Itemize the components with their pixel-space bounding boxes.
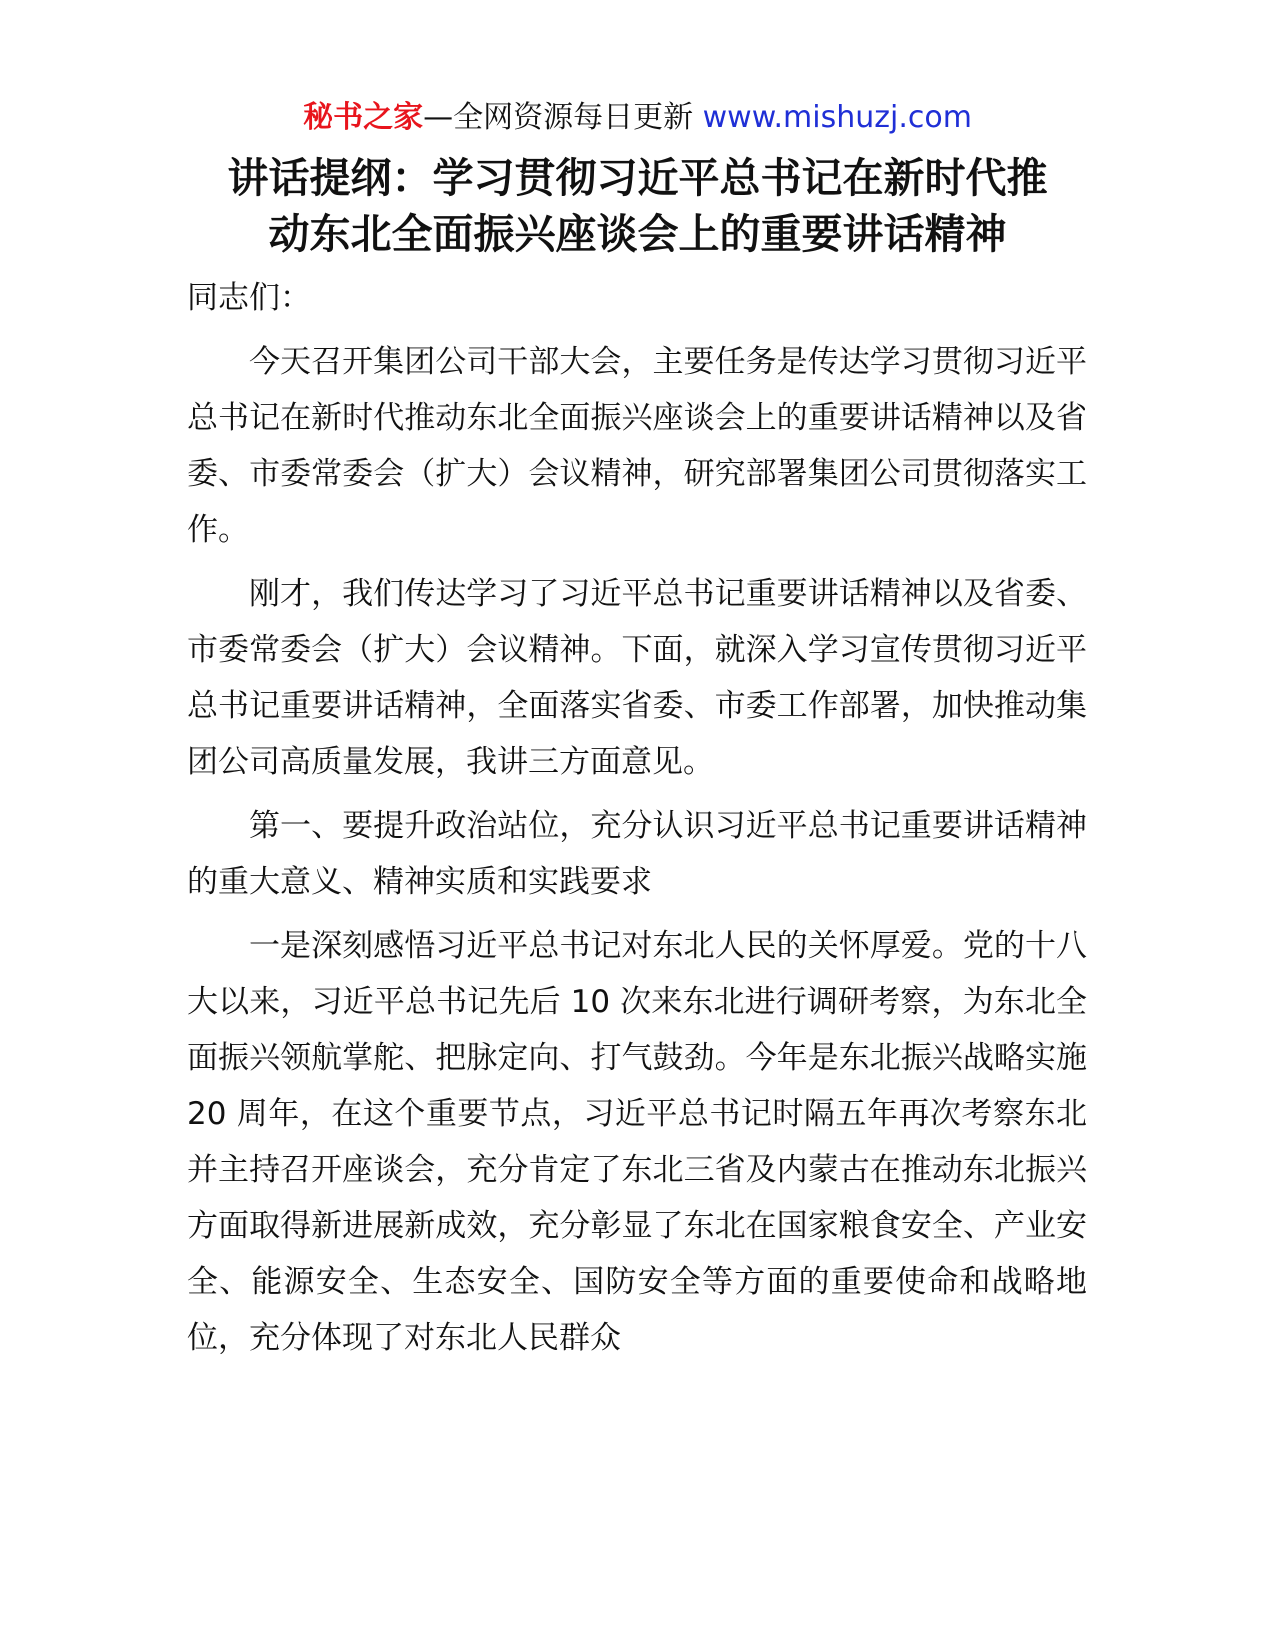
paragraph-3: 一是深刻感悟习近平总书记对东北人民的关怀厚爱。党的十八大以来，习近平总书记先后 10 次来东北进行调研考察，为东北全面振兴领航掌舵、把脉定向、打气鼓劲。今年是东北振兴战略实施 20 周年，在这个重要节点，习近平总书记时隔五年再次考察东北并主持召开座谈会，充分肯定了东北三省及内蒙古在推动东北振兴方面取得新进展新成效，充分彰显了东北在国家粮食安全、产业安全、能源安全、生态安全、国防安全等方面的重要使命和战略地位，充分体现了对东北人民群众 bbox=[187, 928, 1087, 1356]
title-line-1: 讲话提纲：学习贯彻习近平总书记在新时代推 bbox=[227, 154, 1048, 202]
title-line-2: 动东北全面振兴座谈会上的重要讲话精神 bbox=[268, 210, 1007, 258]
paragraph-2: 刚才，我们传达学习了习近平总书记重要讲话精神以及省委、市委常委会（扩大）会议精神。下面，就深入学习宣传贯彻习近平总书记重要讲话精神，全面落实省委、市委工作部署，加快推动集团公司高质量发展，我讲三方面意见。 bbox=[187, 576, 1087, 780]
site-header bbox=[0, 98, 1275, 138]
document-body bbox=[187, 270, 1087, 1374]
salutation: 同志们： bbox=[187, 280, 311, 316]
site-url-link[interactable]: www.mishuzj.com bbox=[702, 100, 972, 135]
section-heading-1: 第一、要提升政治站位，充分认识习近平总书记重要讲话精神的重大意义、精神实质和实践要求 bbox=[187, 808, 1087, 900]
document-title bbox=[150, 150, 1125, 262]
brand-name: 秘书之家 bbox=[303, 100, 424, 135]
paragraph-1: 今天召开集团公司干部大会，主要任务是传达学习贯彻习近平总书记在新时代推动东北全面振兴座谈会上的重要讲话精神以及省委、市委常委会（扩大）会议精神，研究部署集团公司贯彻落实工作。 bbox=[187, 344, 1087, 548]
header-tagline: —全网资源每日更新 bbox=[423, 100, 694, 135]
